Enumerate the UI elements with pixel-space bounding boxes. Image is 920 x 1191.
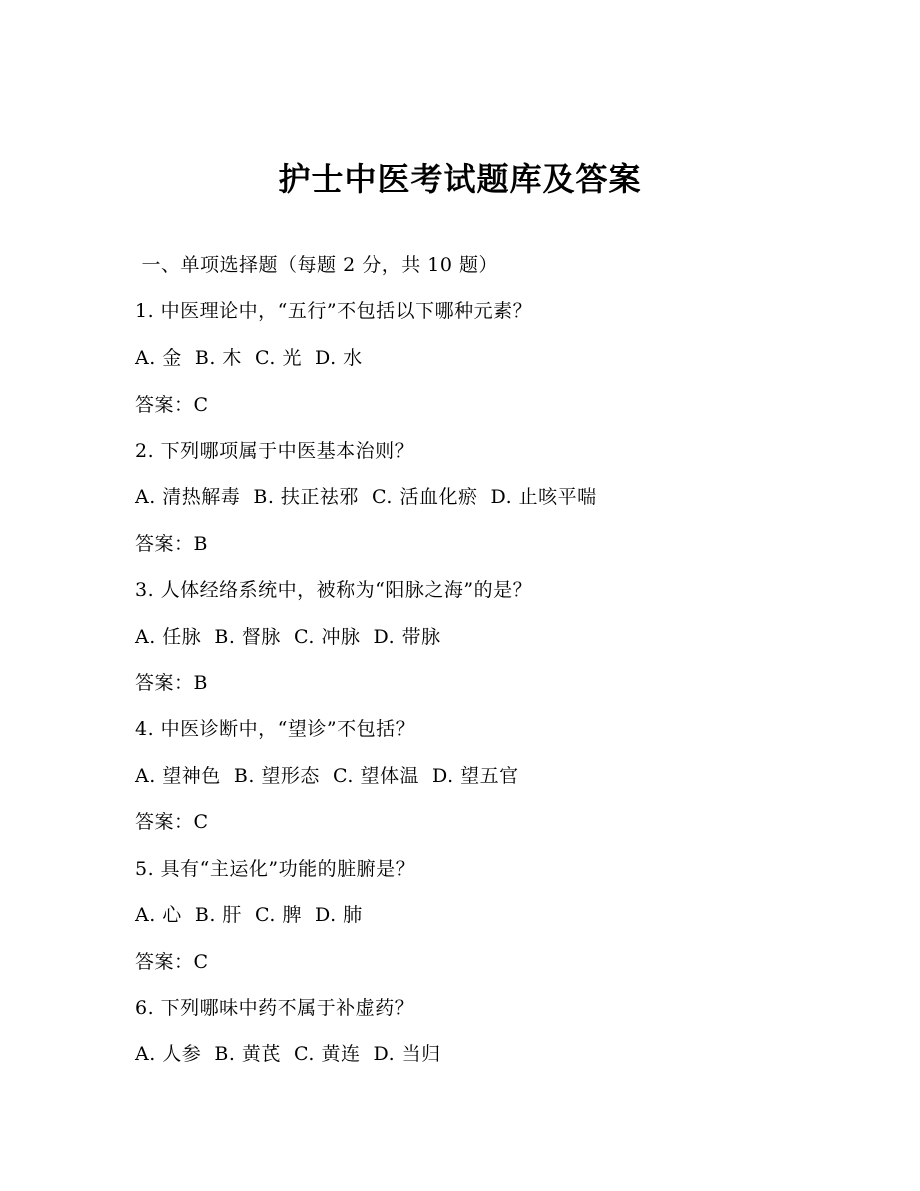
- question-3-options: A. 任脉 B. 督脉 C. 冲脉 D. 带脉: [135, 626, 441, 648]
- question-4-answer: 答案：C: [135, 811, 209, 833]
- question-2-text: 2. 下列哪项属于中医基本治则？: [135, 440, 415, 462]
- question-5-answer: 答案：C: [135, 951, 209, 973]
- question-2-options: A. 清热解毒 B. 扶正祛邪 C. 活血化瘀 D. 止咳平喘: [135, 486, 597, 508]
- question-2-answer: 答案：B: [135, 533, 208, 555]
- question-5-text: 5. 具有“主运化”功能的脏腑是？: [135, 858, 416, 880]
- question-3-answer: 答案：B: [135, 672, 208, 694]
- question-1-options: A. 金 B. 木 C. 光 D. 水: [135, 347, 363, 369]
- question-6-options: A. 人参 B. 黄芪 C. 黄连 D. 当归: [135, 1043, 441, 1065]
- question-4-options: A. 望神色 B. 望形态 C. 望体温 D. 望五官: [135, 765, 519, 787]
- question-1-answer: 答案：C: [135, 394, 209, 416]
- question-1-text: 1. 中医理论中，“五行”不包括以下哪种元素？: [135, 300, 533, 322]
- document-title: 护士中医考试题库及答案: [278, 160, 642, 198]
- section-heading: 一、单项选择题（每题 2 分，共 10 题）: [135, 254, 498, 276]
- question-6-text: 6. 下列哪味中药不属于补虚药？: [135, 997, 415, 1019]
- question-5-options: A. 心 B. 肝 C. 脾 D. 肺: [135, 904, 363, 926]
- question-4-text: 4. 中医诊断中，“望诊”不包括？: [135, 718, 416, 740]
- question-3-text: 3. 人体经络系统中，被称为“阳脉之海”的是？: [135, 579, 533, 601]
